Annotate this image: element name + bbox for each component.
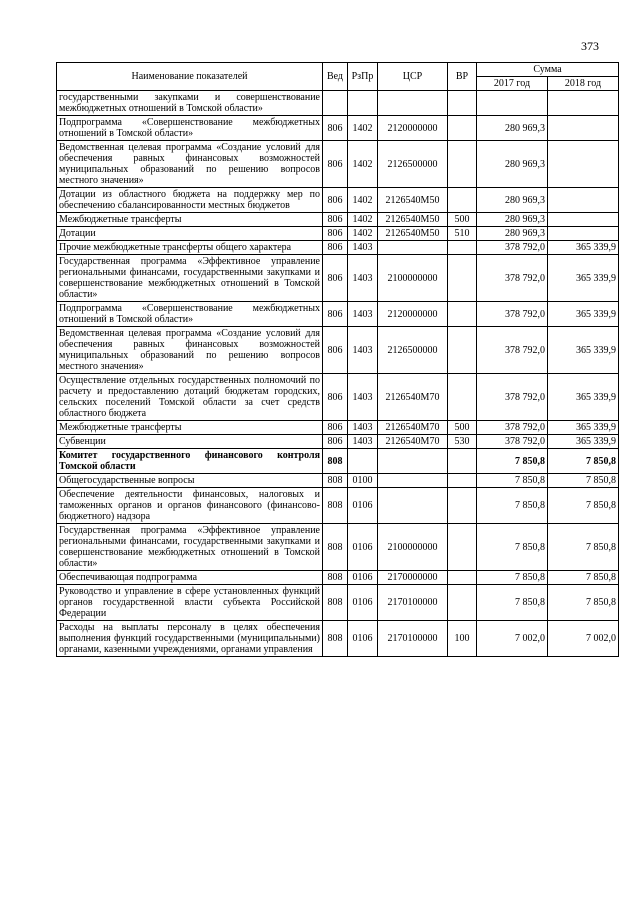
row-2017: 7 850,8 — [477, 571, 548, 585]
row-ved: 806 — [323, 421, 348, 435]
row-2018 — [548, 116, 619, 141]
table-row — [57, 116, 619, 141]
row-ved: 808 — [323, 621, 348, 657]
row-rzpr: 0106 — [348, 585, 378, 621]
row-2018: 7 850,8 — [548, 524, 619, 571]
row-ved: 808 — [323, 571, 348, 585]
row-ved: 806 — [323, 255, 348, 302]
row-2017: 7 850,8 — [477, 585, 548, 621]
row-ved: 806 — [323, 435, 348, 449]
table-row — [57, 374, 619, 421]
row-csr: 2126540M50 — [378, 227, 448, 241]
row-vr — [448, 141, 477, 188]
row-csr: 2100000000 — [378, 524, 448, 571]
row-ved: 808 — [323, 474, 348, 488]
table-row — [57, 213, 619, 227]
row-csr: 2126500000 — [378, 141, 448, 188]
row-name: Дотации — [57, 227, 323, 241]
row-vr — [448, 474, 477, 488]
table-row — [57, 241, 619, 255]
row-vr — [448, 241, 477, 255]
row-2017: 280 969,3 — [477, 213, 548, 227]
row-csr: 2126540M70 — [378, 421, 448, 435]
row-2018: 7 850,8 — [548, 585, 619, 621]
page-number: 373 — [581, 39, 599, 53]
row-ved — [323, 91, 348, 116]
row-name: Общегосударственные вопросы — [57, 474, 323, 488]
row-2017: 378 792,0 — [477, 302, 548, 327]
row-vr: 530 — [448, 435, 477, 449]
row-2018: 365 339,9 — [548, 302, 619, 327]
table-row — [57, 585, 619, 621]
row-name: государственными закупками и совершенствование межбюджетных отношений в Томской области» — [57, 91, 323, 116]
row-2017: 7 850,8 — [477, 488, 548, 524]
row-2018: 7 850,8 — [548, 488, 619, 524]
row-2017: 7 850,8 — [477, 449, 548, 474]
row-csr — [378, 474, 448, 488]
row-rzpr — [348, 91, 378, 116]
row-ved: 806 — [323, 241, 348, 255]
row-name: Обеспечение деятельности финансовых, налоговых и таможенных органов и органов финансового (финансово-бюджетного) надзора — [57, 488, 323, 524]
row-2017: 378 792,0 — [477, 435, 548, 449]
row-rzpr: 1403 — [348, 327, 378, 374]
row-rzpr: 0100 — [348, 474, 378, 488]
row-2017: 7 002,0 — [477, 621, 548, 657]
row-name: Прочие межбюджетные трансферты общего характера — [57, 241, 323, 255]
table-row — [57, 421, 619, 435]
row-ved: 808 — [323, 524, 348, 571]
row-2017: 280 969,3 — [477, 227, 548, 241]
row-rzpr: 0106 — [348, 621, 378, 657]
header-ved: Вед — [323, 63, 348, 91]
row-rzpr — [348, 449, 378, 474]
row-ved: 806 — [323, 188, 348, 213]
row-name: Государственная программа «Эффективное управление региональными финансами, государственными закупками и совершенствование межбюджетных отношений в Томской области» — [57, 524, 323, 571]
table-row — [57, 571, 619, 585]
row-name: Межбюджетные трансферты — [57, 421, 323, 435]
row-name: Подпрограмма «Совершенствование межбюджетных отношений в Томской области» — [57, 302, 323, 327]
row-2018 — [548, 213, 619, 227]
row-2017: 280 969,3 — [477, 141, 548, 188]
row-ved: 806 — [323, 327, 348, 374]
row-csr — [378, 449, 448, 474]
row-name: Комитет государственного финансового контроля Томской области — [57, 449, 323, 474]
row-vr: 500 — [448, 213, 477, 227]
header-csr: ЦСР — [378, 63, 448, 91]
row-2018 — [548, 141, 619, 188]
row-2018 — [548, 91, 619, 116]
table-row — [57, 91, 619, 116]
row-vr — [448, 188, 477, 213]
table-row — [57, 327, 619, 374]
row-ved: 806 — [323, 374, 348, 421]
row-2018 — [548, 227, 619, 241]
row-rzpr: 1402 — [348, 116, 378, 141]
row-rzpr: 1403 — [348, 374, 378, 421]
row-rzpr: 1403 — [348, 435, 378, 449]
row-rzpr: 1402 — [348, 227, 378, 241]
row-2018: 7 850,8 — [548, 449, 619, 474]
row-vr — [448, 585, 477, 621]
row-csr: 2100000000 — [378, 255, 448, 302]
row-2018: 7 002,0 — [548, 621, 619, 657]
row-2017: 280 969,3 — [477, 116, 548, 141]
row-csr: 2126540M50 — [378, 213, 448, 227]
table-row — [57, 474, 619, 488]
row-rzpr: 1402 — [348, 213, 378, 227]
row-ved: 806 — [323, 302, 348, 327]
row-2017: 7 850,8 — [477, 524, 548, 571]
table-row — [57, 188, 619, 213]
row-ved: 806 — [323, 141, 348, 188]
row-csr: 2170100000 — [378, 621, 448, 657]
row-ved: 806 — [323, 213, 348, 227]
row-ved: 806 — [323, 116, 348, 141]
table-row — [57, 435, 619, 449]
header-2017: 2017 год — [477, 77, 548, 91]
row-vr — [448, 91, 477, 116]
table-row — [57, 621, 619, 657]
table-row — [57, 227, 619, 241]
row-rzpr: 1402 — [348, 141, 378, 188]
row-csr: 2126540M70 — [378, 435, 448, 449]
row-2018: 365 339,9 — [548, 241, 619, 255]
header-vr: ВР — [448, 63, 477, 91]
table-row — [57, 488, 619, 524]
row-csr: 2120000000 — [378, 302, 448, 327]
row-name: Осуществление отдельных государственных полномочий по расчету и предоставлению дотаций бюджетам городских, сельских поселений Томской области за счет средств областного бюджета — [57, 374, 323, 421]
row-name: Ведомственная целевая программа «Создание условий для обеспечения равных финансовых возможностей муниципальных образований по решению вопросов местного значения» — [57, 141, 323, 188]
row-name: Подпрограмма «Совершенствование межбюджетных отношений в Томской области» — [57, 116, 323, 141]
row-csr: 2126540M70 — [378, 374, 448, 421]
row-name: Руководство и управление в сфере установленных функций органов государственной власти субъекта Российской Федерации — [57, 585, 323, 621]
row-ved: 806 — [323, 227, 348, 241]
row-2017: 280 969,3 — [477, 188, 548, 213]
table-row — [57, 524, 619, 571]
row-vr: 510 — [448, 227, 477, 241]
row-rzpr: 1403 — [348, 241, 378, 255]
budget-table — [56, 62, 619, 657]
row-rzpr: 1403 — [348, 255, 378, 302]
row-rzpr: 1403 — [348, 421, 378, 435]
row-vr — [448, 255, 477, 302]
row-2018: 7 850,8 — [548, 571, 619, 585]
row-name: Ведомственная целевая программа «Создание условий для обеспечения равных финансовых возможностей муниципальных образований по решению вопросов местного значения» — [57, 327, 323, 374]
row-vr: 500 — [448, 421, 477, 435]
row-csr: 2170100000 — [378, 585, 448, 621]
row-name: Дотации из областного бюджета на поддержку мер по обеспечению сбалансированности местных бюджетов — [57, 188, 323, 213]
table-row — [57, 449, 619, 474]
row-ved: 808 — [323, 449, 348, 474]
row-rzpr: 0106 — [348, 524, 378, 571]
row-2018: 365 339,9 — [548, 435, 619, 449]
row-csr — [378, 488, 448, 524]
row-vr — [448, 302, 477, 327]
header-name: Наименование показателей — [57, 63, 323, 91]
row-csr: 2126500000 — [378, 327, 448, 374]
row-name: Субвенции — [57, 435, 323, 449]
row-2018: 7 850,8 — [548, 474, 619, 488]
row-csr — [378, 91, 448, 116]
row-2017: 7 850,8 — [477, 474, 548, 488]
row-vr — [448, 488, 477, 524]
row-vr: 100 — [448, 621, 477, 657]
row-name: Расходы на выплаты персоналу в целях обеспечения выполнения функций государственными (муниципальными) органами, казенными учреждениями, органами управления — [57, 621, 323, 657]
row-ved: 808 — [323, 488, 348, 524]
row-2017: 378 792,0 — [477, 374, 548, 421]
row-2017: 378 792,0 — [477, 241, 548, 255]
row-2017: 378 792,0 — [477, 421, 548, 435]
row-csr: 2170000000 — [378, 571, 448, 585]
row-2018: 365 339,9 — [548, 327, 619, 374]
row-2018: 365 339,9 — [548, 374, 619, 421]
row-vr — [448, 327, 477, 374]
row-2017 — [477, 91, 548, 116]
row-vr — [448, 449, 477, 474]
row-2018: 365 339,9 — [548, 421, 619, 435]
row-ved: 808 — [323, 585, 348, 621]
table-row — [57, 302, 619, 327]
table-row — [57, 255, 619, 302]
row-rzpr: 1402 — [348, 188, 378, 213]
row-csr — [378, 241, 448, 255]
row-2018 — [548, 188, 619, 213]
row-vr — [448, 374, 477, 421]
header-rzpr: РзПр — [348, 63, 378, 91]
row-2017: 378 792,0 — [477, 255, 548, 302]
row-vr — [448, 116, 477, 141]
row-rzpr: 0106 — [348, 571, 378, 585]
table-row — [57, 141, 619, 188]
row-2018: 365 339,9 — [548, 255, 619, 302]
row-rzpr: 1403 — [348, 302, 378, 327]
row-name: Государственная программа «Эффективное управление региональными финансами, государственными закупками и совершенствование межбюджетных отношений в Томской области» — [57, 255, 323, 302]
row-name: Межбюджетные трансферты — [57, 213, 323, 227]
header-2018: 2018 год — [548, 77, 619, 91]
row-vr — [448, 571, 477, 585]
row-csr: 2120000000 — [378, 116, 448, 141]
row-2017: 378 792,0 — [477, 327, 548, 374]
header-sum: Сумма — [477, 63, 619, 77]
row-rzpr: 0106 — [348, 488, 378, 524]
row-name: Обеспечивающая подпрограмма — [57, 571, 323, 585]
row-csr: 2126540M50 — [378, 188, 448, 213]
row-vr — [448, 524, 477, 571]
